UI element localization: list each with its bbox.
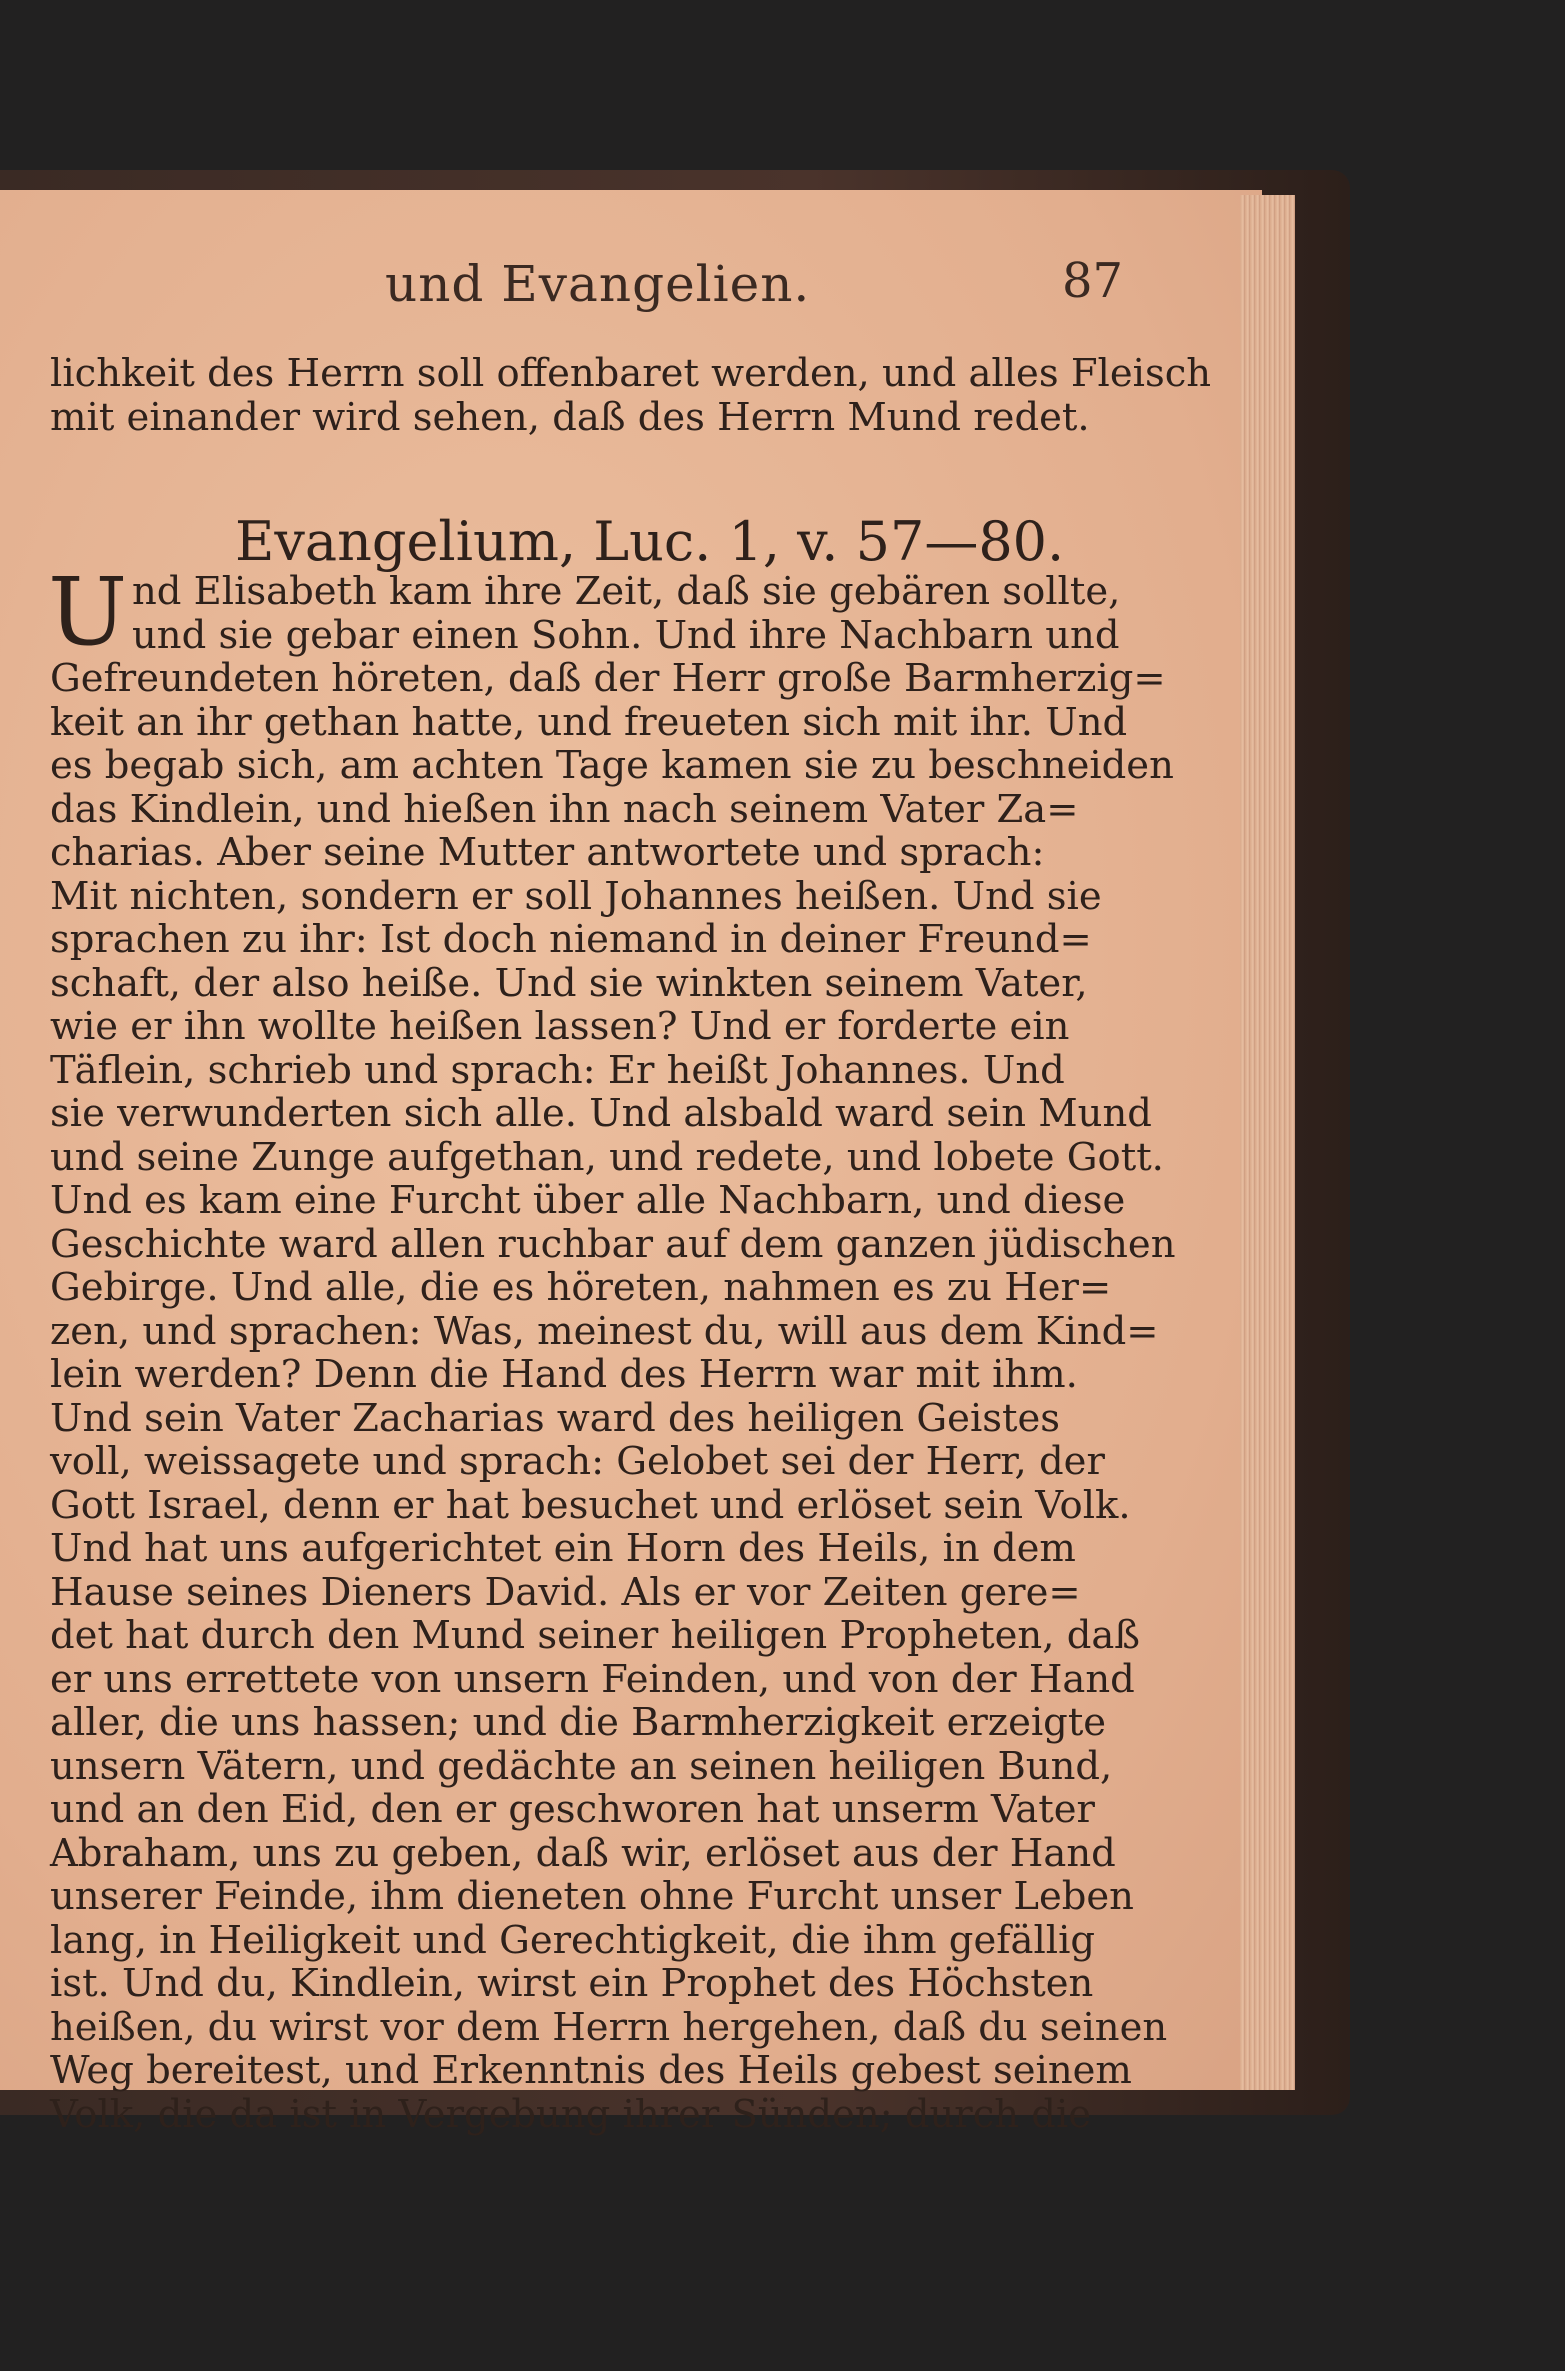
- text-line: Hause seines Dieners David. Als er vor Zeiten gere=: [50, 1569, 1081, 1615]
- text-line: heißen, du wirst vor dem Herrn hergehen, daß du seinen: [50, 2004, 1168, 2050]
- text-line: Und sein Vater Zacharias ward des heiligen Geistes: [50, 1395, 1061, 1441]
- text-line: unsern Vätern, und gedächte an seinen heiligen Bund,: [50, 1743, 1113, 1789]
- text-line: charias. Aber seine Mutter antwortete und sprach:: [50, 830, 1045, 875]
- text-line: ist. Und du, Kindlein, wirst ein Prophet des Höchsten: [50, 1961, 1094, 2006]
- section-heading: Evangelium, Luc. 1, v. 57—80.: [235, 510, 1065, 573]
- text-line: und an den Eid, den er geschworen hat unserm Vater: [50, 1787, 1095, 1832]
- text-line: Abraham, uns zu geben, daß wir, erlöset aus der Hand: [50, 1830, 1116, 1876]
- text-line: wie er ihn wollte heißen lassen? Und er forderte ein: [50, 1004, 1070, 1049]
- page-edges: [1240, 195, 1295, 2090]
- text-line: Und hat uns aufgerichtet ein Horn des Heils, in dem: [50, 1526, 1076, 1571]
- text-line: Gebirge. Und alle, die es höreten, nahmen es zu Her=: [50, 1265, 1112, 1310]
- text-line: er uns errettete von unsern Feinden, und von der Hand: [50, 1656, 1135, 1702]
- text-line: und seine Zunge aufgethan, und redete, und lobete Gott.: [50, 1134, 1164, 1180]
- body-text: [48, 558, 1176, 2137]
- text-line: Geschichte ward allen ruchbar auf dem ganzen jüdischen: [50, 1221, 1176, 1267]
- text-line: sie verwunderten sich alle. Und alsbald ward sein Mund: [50, 1091, 1152, 1136]
- text-line: Und es kam eine Furcht über alle Nachbarn, und diese: [50, 1178, 1126, 1223]
- text-line: keit an ihr gethan hatte, und freueten sich mit ihr. Und: [50, 699, 1128, 745]
- text-line: es begab sich, am achten Tage kamen sie zu beschneiden: [50, 743, 1174, 788]
- text-line: lein werden? Denn die Hand des Herrn war mit ihm.: [50, 1352, 1078, 1397]
- text-line: det hat durch den Mund seiner heiligen Propheten, daß: [50, 1613, 1141, 1658]
- text-line: Volk, die da ist in Vergebung ihrer Sünden; durch die: [50, 2091, 1092, 2137]
- text-line: zen, und sprachen: Was, meinest du, will aus dem Kind=: [50, 1308, 1159, 1354]
- drop-cap: U: [48, 558, 128, 667]
- text-line: das Kindlein, und hießen ihn nach seinem Vater Za=: [50, 786, 1079, 832]
- text-line: voll, weissagete und sprach: Gelobet sei der Herr, der: [50, 1439, 1105, 1484]
- text-line: unserer Feinde, ihm dieneten ohne Furcht unser Leben: [50, 1874, 1134, 1919]
- text-line: lichkeit des Herrn soll offenbaret werden, und alles Fleisch: [50, 351, 1212, 396]
- text-line: schaft, der also heiße. Und sie winkten seinem Vater,: [50, 960, 1088, 1006]
- page-number: 87: [1062, 253, 1124, 309]
- text-line: aller, die uns hassen; und die Barmherzigkeit erzeigte: [50, 1700, 1107, 1745]
- text-line: Täflein, schrieb und sprach: Er heißt Johannes. Und: [50, 1047, 1065, 1093]
- text-line: mit einander wird sehen, daß des Herrn Mund redet.: [50, 394, 1090, 440]
- intro-text: [50, 351, 1212, 440]
- text-line: Mit nichten, sondern er soll Johannes heißen. Und sie: [50, 873, 1102, 919]
- text-line: Gefreundeten höreten, daß der Herr große Barmherzig=: [50, 656, 1166, 701]
- text-line: Weg bereitest, und Erkenntnis des Heils gebest seinem: [50, 2048, 1132, 2093]
- text-line: und sie gebar einen Sohn. Und ihre Nachbarn und: [132, 612, 1120, 658]
- text-line: nd Elisabeth kam ihre Zeit, daß sie gebären sollte,: [132, 569, 1121, 614]
- running-head: und Evangelien.: [385, 255, 811, 313]
- text-line: Gott Israel, denn er hat besuchet und erlöset sein Volk.: [50, 1482, 1131, 1528]
- text-line: lang, in Heiligkeit und Gerechtigkeit, die ihm gefällig: [50, 1917, 1096, 1963]
- text-line: sprachen zu ihr: Ist doch niemand in deiner Freund=: [50, 917, 1092, 962]
